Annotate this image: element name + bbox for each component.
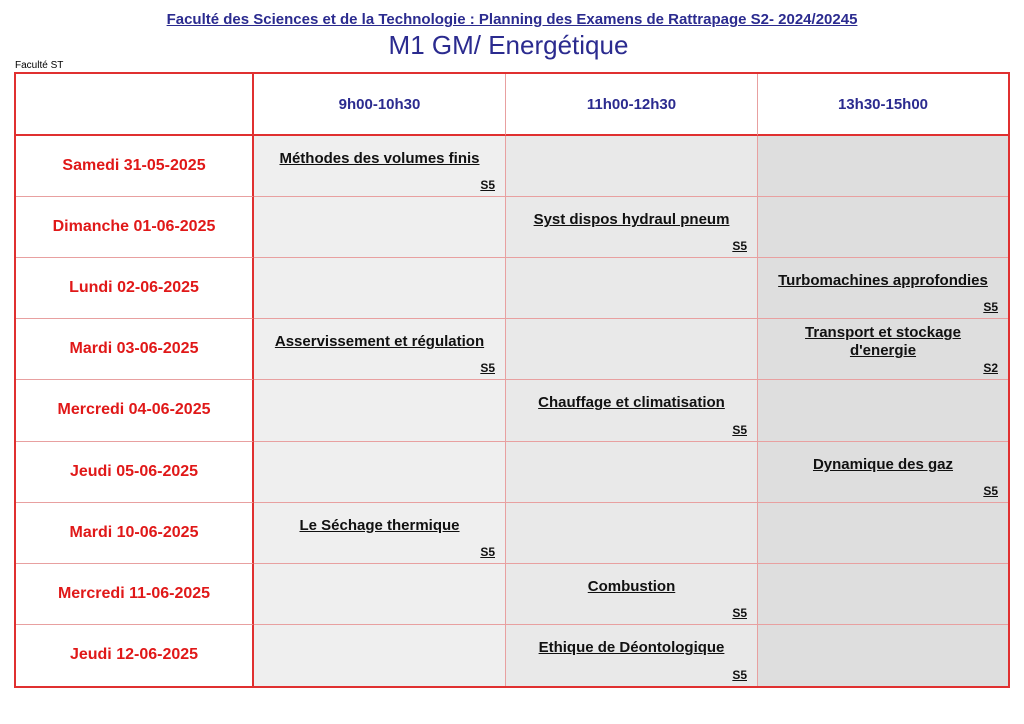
exam-subject: Dynamique des gaz — [812, 455, 954, 473]
exam-slot-cell — [758, 136, 1008, 197]
exam-room: S5 — [480, 544, 495, 559]
document-subtitle: Faculté des Sciences et de la Technologie : Planning des Examens de Rattrapage S2- 2024/20245 — [166, 11, 858, 28]
document-title: M1 GM/ Energétique — [388, 30, 629, 60]
exam-slot-cell — [758, 625, 1008, 686]
exam-subject: Ethique de Déontologique — [538, 639, 725, 657]
exam-slot-cell — [506, 197, 758, 258]
exam-room: S5 — [983, 483, 998, 498]
exam-subject: Chauffage et climatisation — [538, 394, 725, 412]
exam-schedule-table — [14, 72, 1010, 688]
exam-slot-cell — [254, 319, 506, 380]
day-cell: Jeudi 05-06-2025 — [16, 442, 254, 503]
exam-slot-cell — [254, 380, 506, 441]
table-corner-cell — [16, 74, 254, 136]
day-cell: Mardi 10-06-2025 — [16, 503, 254, 564]
exam-subject: Méthodes des volumes finis — [279, 150, 480, 168]
exam-room: S5 — [732, 605, 747, 620]
exam-subject: Syst dispos hydraul pneum — [533, 211, 730, 229]
exam-subject: Turbomachines approfondies — [778, 272, 988, 290]
day-cell: Samedi 31-05-2025 — [16, 136, 254, 197]
exam-slot-cell — [254, 442, 506, 503]
exam-slot-cell — [506, 564, 758, 625]
exam-slot-cell — [254, 258, 506, 319]
exam-subject: Asservissement et régulation — [274, 333, 485, 351]
exam-room: S5 — [732, 667, 747, 682]
exam-room: S5 — [732, 422, 747, 437]
exam-slot-cell — [506, 136, 758, 197]
exam-slot-cell — [254, 564, 506, 625]
exam-room: S5 — [480, 361, 495, 376]
slot-header-2: 11h00-12h30 — [506, 74, 758, 136]
day-cell: Mercredi 04-06-2025 — [16, 380, 254, 441]
exam-slot-cell — [506, 625, 758, 686]
slot-header-3: 13h30-15h00 — [758, 74, 1008, 136]
exam-slot-cell — [506, 319, 758, 380]
exam-slot-cell — [758, 380, 1008, 441]
exam-room: S5 — [983, 300, 998, 315]
faculty-label: Faculté ST — [15, 60, 64, 71]
exam-room: S2 — [983, 361, 998, 376]
exam-slot-cell — [758, 503, 1008, 564]
exam-slot-cell — [506, 442, 758, 503]
exam-subject: Combustion — [587, 577, 676, 595]
exam-slot-cell — [254, 136, 506, 197]
exam-slot-cell — [758, 564, 1008, 625]
exam-slot-cell — [506, 503, 758, 564]
day-cell: Jeudi 12-06-2025 — [16, 625, 254, 686]
slot-header-1: 9h00-10h30 — [254, 74, 506, 136]
exam-slot-cell — [758, 258, 1008, 319]
day-cell: Lundi 02-06-2025 — [16, 258, 254, 319]
day-cell: Mardi 03-06-2025 — [16, 319, 254, 380]
exam-slot-cell — [506, 258, 758, 319]
exam-subject: Le Séchage thermique — [299, 516, 460, 534]
exam-slot-cell — [758, 319, 1008, 380]
exam-slot-cell — [254, 197, 506, 258]
exam-room: S5 — [732, 239, 747, 254]
exam-slot-cell — [254, 625, 506, 686]
day-cell: Mercredi 11-06-2025 — [16, 564, 254, 625]
exam-slot-cell — [506, 380, 758, 441]
exam-room: S5 — [480, 178, 495, 193]
exam-slot-cell — [758, 442, 1008, 503]
exam-slot-cell — [758, 197, 1008, 258]
exam-slot-cell — [254, 503, 506, 564]
exam-subject: Transport et stockage d'energie — [805, 324, 961, 360]
day-cell: Dimanche 01-06-2025 — [16, 197, 254, 258]
